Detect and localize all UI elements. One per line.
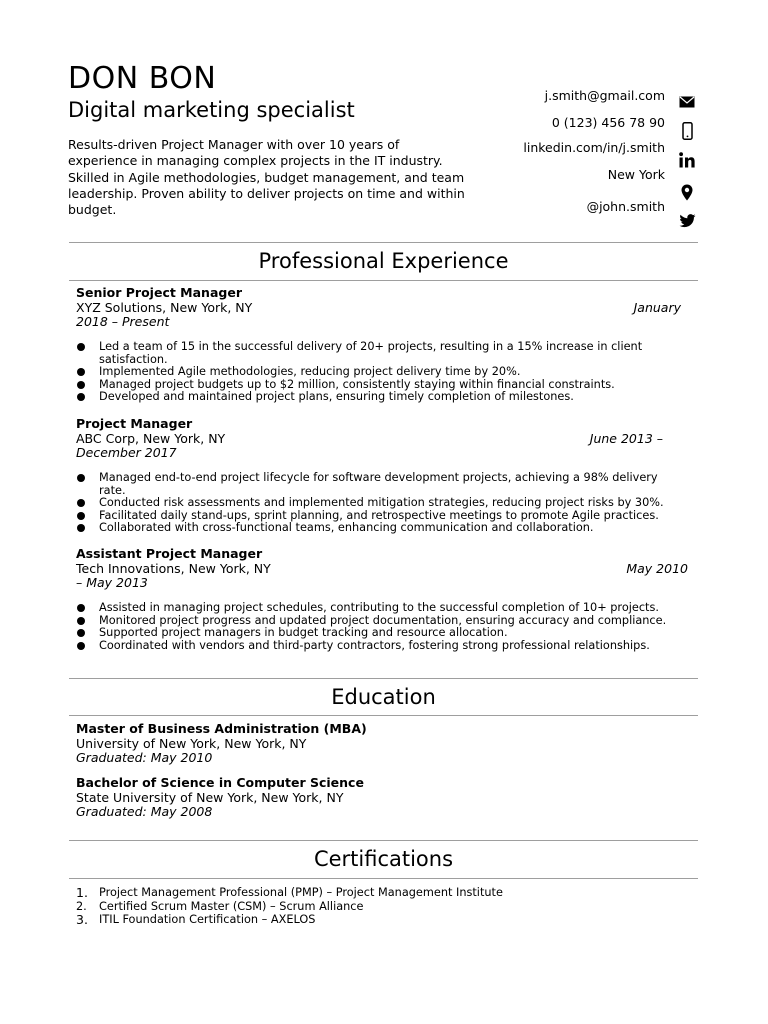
job-title: Assistant Project Manager	[76, 546, 263, 561]
linkedin-icon	[677, 151, 697, 169]
job-bullet-list	[76, 602, 676, 652]
section-divider	[69, 678, 698, 679]
job-entry	[76, 417, 690, 461]
bullet-dot	[77, 617, 85, 625]
section-divider	[69, 840, 698, 841]
twitter-icon	[677, 212, 697, 230]
contact-location: New York	[607, 167, 665, 182]
education-entry	[76, 776, 676, 820]
profile-summary: Results-driven Project Manager with over 10 years of experience in managing complex projects in the IT industry. Skilled in Agile methodologies, budget management, and team leadership. Proven ability to deliver projects on time and within budget.	[68, 137, 465, 218]
job-bullet-list	[76, 341, 676, 404]
job-title: Senior Project Manager	[76, 285, 242, 300]
list-item: Led a team of 15 in the successful delivery of 20+ projects, resulting in a 15% increase in client satisfaction.	[76, 341, 676, 366]
degree-title: Master of Business Administration (MBA)	[76, 721, 367, 736]
bullet-dot	[77, 512, 85, 520]
list-item: Assisted in managing project schedules, contributing to the successful completion of 10+ projects.	[76, 602, 676, 615]
list-item: 2. Certified Scrum Master (CSM) – Scrum Alliance	[76, 899, 364, 913]
map-pin-icon	[677, 183, 697, 201]
list-item: Supported project managers in budget tracking and resource allocation.	[76, 627, 676, 640]
job-company-line	[76, 432, 690, 447]
list-item: Managed end-to-end project lifecycle for software development projects, achieving a 98% delivery rate.	[76, 472, 676, 497]
list-item: Coordinated with vendors and third-party contractors, fostering strong professional relationships.	[76, 640, 676, 653]
list-item: 1. Project Management Professional (PMP) – Project Management Institute	[76, 885, 503, 900]
job-entry	[76, 547, 690, 591]
job-company-line	[76, 301, 690, 316]
bullet-dot	[77, 642, 85, 650]
bullet-dot	[77, 604, 85, 612]
experience-heading: Professional Experience	[258, 249, 509, 273]
graduation-date: Graduated: May 2008	[76, 804, 213, 819]
job-date-start: May 2010	[626, 560, 688, 576]
list-number: 2.	[76, 899, 87, 913]
job-company-line	[76, 562, 690, 577]
section-divider	[69, 242, 698, 243]
list-item: Developed and maintained project plans, ensuring timely completion of milestones.	[76, 391, 676, 404]
list-number: 1.	[76, 885, 88, 900]
envelope-icon	[677, 93, 697, 111]
graduation-date: Graduated: May 2010	[76, 750, 213, 765]
job-company: Tech Innovations, New York, NY	[76, 560, 271, 576]
list-item: Implemented Agile methodologies, reducing project delivery time by 20%.	[76, 366, 676, 379]
contact-email[interactable]: j.smith@gmail.com	[544, 88, 665, 103]
section-divider	[69, 280, 698, 281]
section-divider	[69, 878, 698, 879]
section-divider	[69, 715, 698, 716]
list-item: Conducted risk assessments and implemented mitigation strategies, reducing project risks by 30%.	[76, 497, 676, 510]
bullet-dot	[77, 381, 85, 389]
job-date-end: December 2017	[76, 445, 177, 460]
bullet-dot	[77, 343, 85, 351]
school-name: State University of New York, New York, NY	[76, 789, 344, 805]
education-entry	[76, 722, 676, 766]
certifications-heading: Certifications	[313, 847, 454, 871]
job-date-end: – May 2013	[76, 575, 148, 590]
list-item: Facilitated daily stand-ups, sprint planning, and retrospective meetings to promote Agile practices.	[76, 510, 676, 523]
contact-twitter[interactable]: @john.smith	[586, 199, 665, 214]
bullet-dot	[77, 499, 85, 507]
candidate-role: Digital marketing specialist	[68, 98, 355, 122]
list-item: Managed project budgets up to $2 million, consistently staying within financial constraints.	[76, 379, 676, 392]
job-date-end: 2018 – Present	[76, 314, 170, 329]
list-item: Collaborated with cross-functional teams, enhancing communication and collaboration.	[76, 522, 676, 535]
list-item: Monitored project progress and updated project documentation, ensuring accuracy and compliance.	[76, 615, 676, 628]
job-title: Project Manager	[76, 416, 193, 431]
list-number: 3.	[76, 912, 88, 927]
bullet-dot	[77, 393, 85, 401]
contact-phone[interactable]: 0 (123) 456 78 90	[551, 115, 665, 130]
degree-title: Bachelor of Science in Computer Science	[76, 775, 364, 790]
bullet-dot	[77, 368, 85, 376]
education-heading: Education	[331, 685, 436, 709]
school-name: University of New York, New York, NY	[76, 735, 307, 751]
job-company: XYZ Solutions, New York, NY	[76, 299, 253, 315]
contact-linkedin[interactable]: linkedin.com/in/j.smith	[523, 140, 665, 155]
job-bullet-list	[76, 472, 676, 535]
candidate-name: DON BON	[68, 61, 217, 96]
job-date-start: January	[633, 299, 681, 315]
bullet-dot	[77, 524, 85, 532]
bullet-dot	[77, 474, 85, 482]
list-item: 3. ITIL Foundation Certification – AXELOS	[76, 912, 316, 927]
mobile-phone-icon	[677, 122, 697, 140]
job-company: ABC Corp, New York, NY	[76, 430, 226, 446]
bullet-dot	[77, 629, 85, 637]
certification-list	[76, 886, 676, 927]
job-entry	[76, 286, 690, 330]
job-date-start: June 2013 –	[589, 430, 663, 446]
